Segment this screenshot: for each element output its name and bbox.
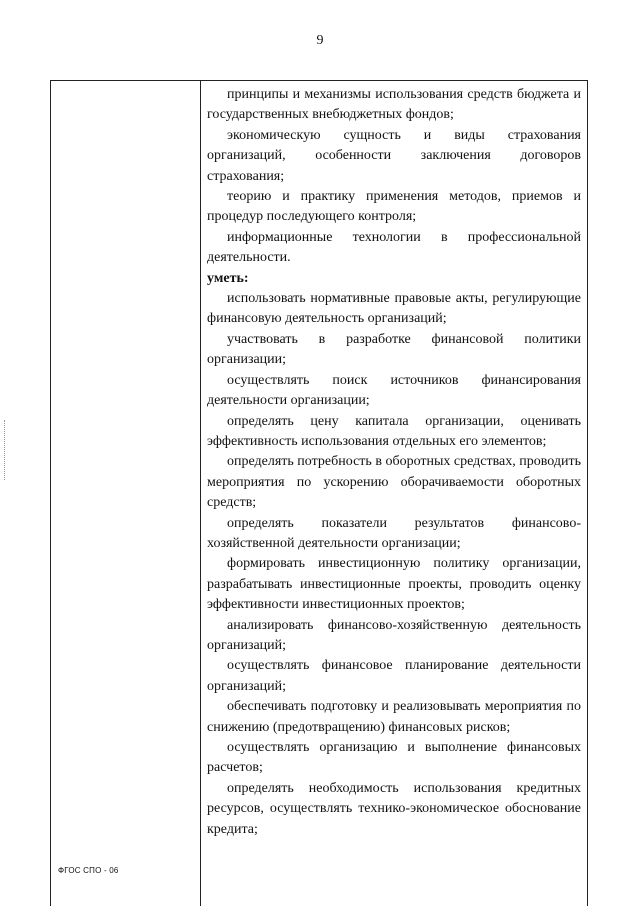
margin-dotted-line [4, 420, 7, 480]
content-table [50, 80, 588, 906]
skill-item: осуществлять финансовое планирование деятельности организаций; [207, 658, 581, 694]
paragraph: принципы и механизмы использования средств бюджета и государственных внебюджетных фондов; [207, 87, 581, 123]
skill-item: формировать инвестиционную политику организации, разрабатывать инвестиционные проекты, проводить оценку эффективности инвестиционных проектов; [207, 556, 581, 613]
skill-item: анализировать финансово-хозяйственную деятельность организаций; [207, 617, 581, 653]
skill-item: определять потребность в оборотных средствах, проводить мероприятия по ускорению оборачиваемости оборотных средств; [207, 454, 581, 511]
paragraph: экономическую сущность и виды страхования организаций, особенности заключения договоров страхования; [207, 127, 581, 184]
skill-item: использовать нормативные правовые акты, регулирующие финансовую деятельность организаций; [207, 291, 581, 327]
skill-item: осуществлять поиск источников финансирования деятельности организации; [207, 372, 581, 409]
footer-document-code: ФГОС СПО - 06 [58, 866, 119, 875]
skill-item: обеспечивать подготовку и реализовывать мероприятия по снижению (предотвращению) финансовых рисков; [207, 699, 581, 735]
skill-item: определять показатели результатов финансово-хозяйственной деятельности организации; [207, 515, 581, 551]
page-number: 9 [316, 33, 324, 48]
skill-item: определять цену капитала организации, оценивать эффективность использования отдельных его элементов; [207, 413, 581, 449]
paragraph: информационные технологии в профессиональной деятельности. [207, 229, 581, 266]
skill-item: определять необходимость использования кредитных ресурсов, осуществлять технико-экономическое обоснование кредита; [207, 780, 581, 837]
skill-item: осуществлять организацию и выполнение финансовых расчетов; [207, 740, 581, 776]
table-left-column [51, 81, 201, 906]
paragraph: теорию и практику применения методов, приемов и процедур последующего контроля; [207, 189, 581, 225]
section-heading-umet: уметь: [207, 270, 249, 286]
skill-item: участвовать в разработке финансовой политики организации; [207, 331, 581, 368]
table-right-column [201, 81, 587, 906]
